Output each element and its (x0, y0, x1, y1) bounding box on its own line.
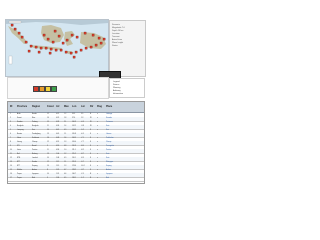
table-cell: 102.2 (72, 126, 76, 127)
table-cell-link[interactable]: Ambon (106, 170, 112, 171)
table-cell: 6 (10, 134, 11, 135)
table-cell: Sumbar (17, 122, 23, 123)
table-cell: -3.8 (81, 126, 84, 127)
table-cell: x (97, 122, 98, 123)
table-cell: Sumut (17, 118, 22, 119)
table-cell: S (90, 154, 92, 155)
table-cell-link[interactable]: Biak (106, 178, 110, 179)
map-toolbar (9, 21, 21, 23)
table-cell: 8 (47, 170, 48, 171)
table-cell: x (97, 134, 98, 135)
table-cell: 1.1 (64, 162, 67, 163)
table-cell: 11 (10, 154, 12, 155)
table-cell: -5.2 (81, 130, 84, 131)
table-cell-link[interactable]: Parangtritis (106, 146, 115, 147)
table-cell: 140.7 (72, 174, 76, 175)
table-cell: 1:19 (56, 166, 60, 167)
table-cell: -8.7 (81, 154, 84, 155)
legend-swatch-green[interactable] (51, 86, 57, 92)
table-cell: N (90, 174, 92, 175)
table-cell: 1.0 (64, 150, 67, 151)
table-cell: 100.3 (72, 122, 76, 123)
table-cell: 0:48 (56, 138, 60, 139)
table-cell: 105.8 (72, 134, 76, 135)
table-cell: 16 (10, 174, 12, 175)
table-cell: -10.2 (81, 166, 85, 167)
table-cell-link[interactable]: Kota (106, 126, 110, 127)
table-cell: 1.3 (64, 142, 67, 143)
table-cell: Cilacap (32, 142, 38, 143)
table-cell: 0:55 (56, 146, 60, 147)
table-cell: Ambon (32, 170, 38, 171)
table-cell: x (97, 114, 98, 115)
table-cell: N (90, 114, 92, 115)
table-cell: Jateng (17, 142, 22, 143)
table-cell: 1:36 (56, 178, 60, 179)
info-panel (109, 78, 145, 98)
table-cell: 136.1 (72, 178, 76, 179)
table-cell: S (90, 146, 92, 147)
table-cell: NTT (17, 162, 21, 163)
table-cell-link[interactable]: Krui (106, 130, 109, 131)
table-cell: 1.2 (64, 154, 67, 155)
col-header[interactable]: Dir (90, 105, 94, 108)
table-cell: NTB (17, 158, 21, 159)
table-cell: 0.8 (64, 146, 67, 147)
table-cell: Bengkulu (17, 126, 24, 127)
table-cell: -8.0 (81, 146, 84, 147)
table-cell: -2.5 (81, 174, 84, 175)
table-cell: Banten (17, 134, 23, 135)
table-cell: x (97, 138, 98, 139)
col-header[interactable]: Coast (47, 105, 54, 108)
info-line: Source (113, 84, 120, 86)
table-cell: 0:45 (56, 134, 60, 135)
table-cell: 1:25 (56, 170, 60, 171)
table-cell: Jatim (17, 150, 21, 151)
scenario-panel (109, 20, 146, 77)
table-cell: NTT (17, 166, 21, 167)
table-cell: 0.9 (64, 158, 67, 159)
table-cell: Maluku (17, 170, 23, 171)
scenario-line: Arrival time (112, 39, 123, 41)
table-cell: 13 (47, 134, 49, 135)
table-cell: 5 (10, 130, 11, 131)
table-cell-link[interactable]: Kuta (106, 154, 110, 155)
col-header[interactable]: Flag (97, 105, 102, 108)
table-cell: 109.0 (72, 142, 76, 143)
table-cell: S (90, 138, 92, 139)
table-cell: Jabar (17, 138, 21, 139)
table-cell: 1:31 (56, 174, 60, 175)
table-cell: Lampung (17, 130, 24, 131)
table-cell-link[interactable]: Cilacap (106, 142, 112, 143)
table-cell: 1.6 (64, 138, 67, 139)
table-cell: Pandeglang (32, 134, 41, 135)
table-cell-link[interactable]: Kuta (106, 158, 110, 159)
table-cell: N (90, 178, 92, 179)
table-cell-link[interactable]: Jayapura (106, 174, 113, 175)
table-cell: 2 (10, 118, 11, 119)
table-cell: S (90, 142, 92, 143)
results-table (7, 101, 145, 184)
scenario-line: Tsunami (112, 36, 120, 38)
table-cell: 1.4 (64, 126, 67, 127)
table-cell: DIY (17, 146, 20, 147)
table-cell: 1.3 (64, 166, 67, 167)
table-cell: 1:04 (56, 154, 60, 155)
table-cell: 16 (47, 138, 49, 139)
table-cell: 1:08 (56, 158, 60, 159)
table-cell: 9 (47, 146, 48, 147)
table-cell: 0:36 (56, 126, 60, 127)
swatch-panel (7, 77, 109, 99)
table-cell: 1:12 (56, 162, 60, 163)
table-cell: 12 (47, 114, 49, 115)
col-header[interactable]: Max (64, 105, 69, 108)
table-cell-link[interactable]: Sirombu (106, 118, 112, 119)
table-cell: 106.5 (72, 138, 76, 139)
table-cell: W (90, 122, 92, 123)
table-cell-link[interactable]: Pacitan (106, 150, 112, 151)
table-cell: S (90, 166, 92, 167)
table-cell: Krui (32, 130, 35, 131)
table-cell: -1.2 (81, 178, 84, 179)
table-cell: 111.1 (72, 150, 76, 151)
table-cell: 0:58 (56, 150, 60, 151)
table-cell: 9 (47, 178, 48, 179)
table-cell: S (90, 150, 92, 151)
table-cell: 15 (10, 170, 12, 171)
table-cell: x (97, 158, 98, 159)
table-cell: 14 (47, 118, 49, 119)
table-cell: x (97, 118, 98, 119)
table-cell-link[interactable]: Pelabuhan (106, 138, 114, 139)
table-cell: W (90, 126, 92, 127)
table-cell: S (90, 134, 92, 135)
table-cell: -7.7 (81, 142, 84, 143)
table-cell: Kupang (32, 166, 38, 167)
table-cell: Badung (32, 154, 38, 155)
table-cell: -8.2 (81, 150, 84, 151)
table-cell: 119.9 (72, 162, 76, 163)
table-cell: 1.3 (81, 118, 84, 119)
scenario-line: Scenario (112, 24, 120, 26)
table-cell: 123.6 (72, 166, 76, 167)
table-cell: 15 (47, 122, 49, 123)
table-cell: x (97, 126, 98, 127)
table-cell: x (97, 170, 98, 171)
table-cell: 128.2 (72, 170, 76, 171)
table-cell: -9.7 (81, 162, 84, 163)
table-cell: 10 (47, 130, 49, 131)
table-cell: x (97, 130, 98, 131)
info-line: Advisory (113, 90, 121, 92)
table-cell: x (97, 174, 98, 175)
scenario-line: Magnitude 7.0 (112, 27, 125, 29)
table-cell: -6.5 (81, 134, 84, 135)
table-cell: -8.9 (81, 158, 84, 159)
table-cell: Bali (17, 154, 20, 155)
info-line: Legend (113, 81, 120, 83)
table-cell-link[interactable]: Waingapu (106, 162, 114, 163)
table-cell: Bantul (32, 146, 37, 147)
info-line: Warning (113, 87, 121, 89)
table-cell: -7.1 (81, 138, 84, 139)
table-cell: 4 (10, 126, 11, 127)
col-header[interactable]: Place (106, 105, 113, 108)
table-cell: 0.7 (64, 170, 67, 171)
table-cell: Nias (32, 118, 36, 119)
table-cell-link[interactable]: Lhoknga (106, 114, 113, 115)
table-cell: 1.2 (64, 114, 67, 115)
col-header[interactable]: Lon (72, 105, 77, 108)
table-cell: Sumba (32, 162, 38, 163)
table-cell: x (97, 142, 98, 143)
table-cell: 115.2 (72, 154, 76, 155)
map-view[interactable] (6, 20, 108, 76)
table-cell: 110.3 (72, 146, 76, 147)
scenario-line: Wave height (112, 42, 124, 44)
table-cell: 10 (47, 158, 49, 159)
table-cell: x (97, 178, 98, 179)
table-cell: Lombok (32, 158, 38, 159)
table-cell: 0:52 (56, 142, 60, 143)
table-cell: Padang (32, 122, 38, 123)
table-cell: Pacitan (32, 150, 38, 151)
table-cell: S (90, 130, 92, 131)
info-line: Information (113, 93, 124, 95)
table-cell: 0:21 (56, 114, 60, 115)
table-cell: x (97, 146, 98, 147)
table-cell-link[interactable]: Labuan (106, 134, 112, 135)
table-cell: S (90, 158, 92, 159)
table-cell: 0:33 (56, 122, 60, 123)
table-cell: x (97, 166, 98, 167)
table-cell: 5.5 (81, 114, 84, 115)
col-header[interactable]: Province (17, 105, 28, 108)
table-cell: x (97, 162, 98, 163)
table-cell: 1 (10, 114, 11, 115)
table-cell: 17 (10, 178, 12, 179)
table-row[interactable] (8, 177, 144, 182)
table-cell: -3.7 (81, 170, 84, 171)
table-cell: 11 (47, 126, 49, 127)
scenario-line: Location (112, 33, 120, 35)
table-cell: 3 (10, 122, 11, 123)
table-header (8, 102, 144, 113)
table-cell: 1.8 (64, 118, 67, 119)
col-header[interactable]: ID (10, 105, 13, 108)
table-cell: 2.1 (64, 122, 67, 123)
col-header[interactable]: Arr (56, 105, 60, 108)
table-cell: 12 (10, 158, 12, 159)
zoom-control (9, 56, 12, 64)
table-cell: 0.5 (64, 178, 67, 179)
table-cell-link[interactable]: Pariaman (106, 122, 113, 123)
scenario-line: Status (112, 45, 118, 47)
table-cell: Biak (32, 178, 36, 179)
app-window (5, 19, 144, 184)
table-cell: 95.3 (72, 114, 76, 115)
table-cell: 14 (47, 166, 49, 167)
table-cell: 9 (10, 146, 11, 147)
table-cell: 10 (47, 174, 49, 175)
table-cell: 97.6 (72, 118, 76, 119)
table-cell: Bengkulu (32, 126, 39, 127)
table-cell: 116.1 (72, 158, 76, 159)
table-cell: 1.1 (64, 134, 67, 135)
table-cell: 0.9 (64, 130, 67, 131)
table-cell: 14 (10, 166, 12, 167)
table-cell: Papua (17, 178, 22, 179)
table-cell: -0.9 (81, 122, 84, 123)
table-cell: x (97, 154, 98, 155)
table-cell: 0.6 (64, 174, 67, 175)
table-cell: Sukabumi (32, 138, 40, 139)
table-cell: Jayapura (32, 174, 39, 175)
table-cell: Aceh (17, 114, 21, 115)
table-cell-link[interactable]: Kupang (106, 166, 112, 167)
table-cell: 10 (10, 150, 12, 151)
table-cell: 13 (10, 162, 12, 163)
table-cell: 103.9 (72, 130, 76, 131)
table-cell: 13 (47, 154, 49, 155)
table-cell: 8 (10, 142, 11, 143)
scenario-line: Depth 10 km (112, 30, 124, 32)
col-header[interactable]: Lat (81, 105, 85, 108)
table-cell: Banda (32, 114, 37, 115)
table-cell: 7 (10, 138, 11, 139)
table-cell: S (90, 162, 92, 163)
table-cell: 0:25 (56, 118, 60, 119)
table-cell: 11 (47, 150, 49, 151)
table-cell: x (97, 150, 98, 151)
table-cell: 12 (47, 162, 49, 163)
table-cell: 0:41 (56, 130, 60, 131)
map-panel[interactable] (5, 19, 109, 77)
table-cell: Papua (17, 174, 22, 175)
table-cell: S (90, 170, 92, 171)
table-cell: W (90, 118, 92, 119)
col-header[interactable]: Region (32, 105, 41, 108)
table-cell: 12 (47, 142, 49, 143)
